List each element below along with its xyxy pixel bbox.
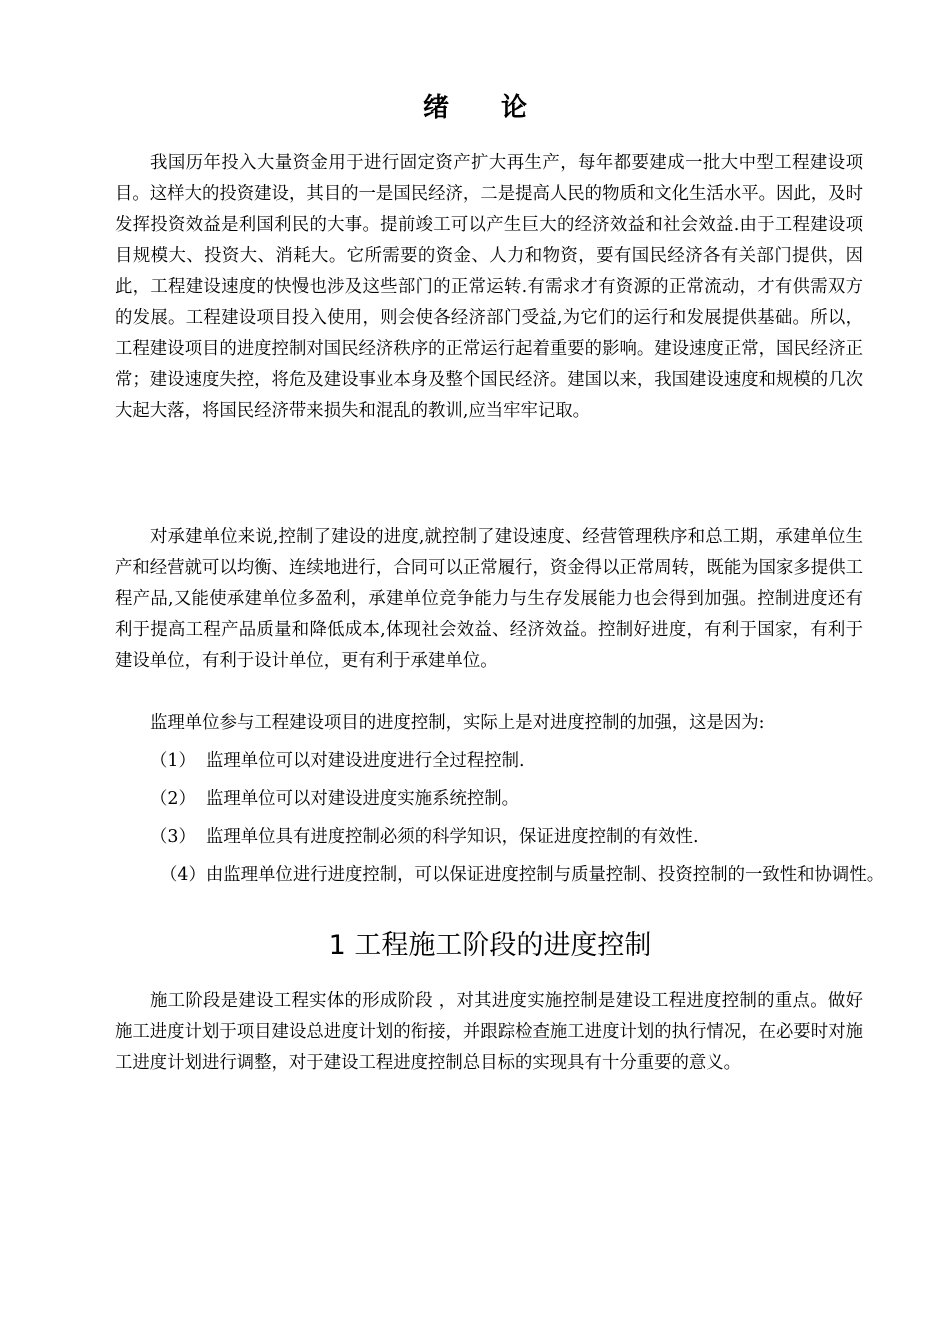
intro-paragraph-1: 我国历年投入大量资金用于进行固定资产扩大再生产，每年都要建成一批大中型工程建设项目。这样大的投资建设，其目的一是国民经济，二是提高人民的物质和文化生活水平。因此，及时发挥投资效益是利国利民的大事。提前竣工可以产生巨大的经济效益和社会效益.由于工程建设项目规模大、投资大、消耗大。它所需要的资金、人力和物资，要有国民经济各有关部门提供，因此，工程建设速度的快慢也涉及这些部门的正常运转.有需求才有资源的正常流动，才有供需双方的发展。工程建设项目投入使用，则会使各经济部门受益,为它们的运行和发展提供基础。所以，工程建设项目的进度控制对国民经济秩序的正常运行起着重要的影响。建设速度正常，国民经济正常；建设速度失控，将危及建设事业本身及整个国民经济。建国以来，我国建设速度和规模的几次大起大落，将国民经济带来损失和混乱的教训,应当牢牢记取。: [115, 153, 863, 421]
list-item: [150, 822, 698, 853]
list-item-number: （1）: [150, 751, 196, 771]
list-item-number: （2）: [150, 789, 196, 809]
list-item-number: （4）: [160, 865, 206, 885]
section-heading: 1 工程施工阶段的进度控制: [328, 930, 652, 961]
intro-paragraph-3: 监理单位参与工程建设项目的进度控制，实际上是对进度控制的加强，这是因为:: [150, 713, 765, 733]
list-item: [160, 858, 900, 892]
list-item-text: 监理单位可以对建设进度进行全过程控制.: [206, 751, 525, 771]
intro-paragraph-2: 对承建单位来说,控制了建设的进度,就控制了建设速度、经营管理秩序和总工期，承建单位生产和经营就可以均衡、连续地进行，合同可以正常履行，资金得以正常周转，既能为国家多提供工程产品,又能使承建单位多盈利，承建单位竞争能力与生存发展能力也会得到加强。控制进度还有利于提高工程产品质量和降低成本,体现社会效益、经济效益。控制好进度，有利于国家，有利于建设单位，有利于设计单位，更有利于承建单位。: [115, 527, 863, 671]
list-item-text: 监理单位可以对建设进度实施系统控制。: [206, 789, 520, 809]
list-item-text: 由监理单位进行进度控制，可以保证进度控制与质量控制、投资控制的一致性和协调性。: [205, 865, 885, 885]
document-title: 绪论: [422, 93, 579, 123]
list-item: [150, 784, 519, 815]
section-paragraph: 施工阶段是建设工程实体的形成阶段 ，对其进度实施控制是建设工程进度控制的重点。做好施工进度计划于项目建设总进度计划的衔接，并跟踪检查施工进度计划的执行情况，在必要时对施工进度计划进行调整，对于建设工程进度控制总目标的实现具有十分重要的意义。: [115, 991, 863, 1073]
list-item-text: 监理单位具有进度控制必须的科学知识，保证进度控制的有效性.: [206, 827, 699, 847]
list-item-number: （3）: [150, 827, 196, 847]
list-item: [150, 746, 525, 777]
